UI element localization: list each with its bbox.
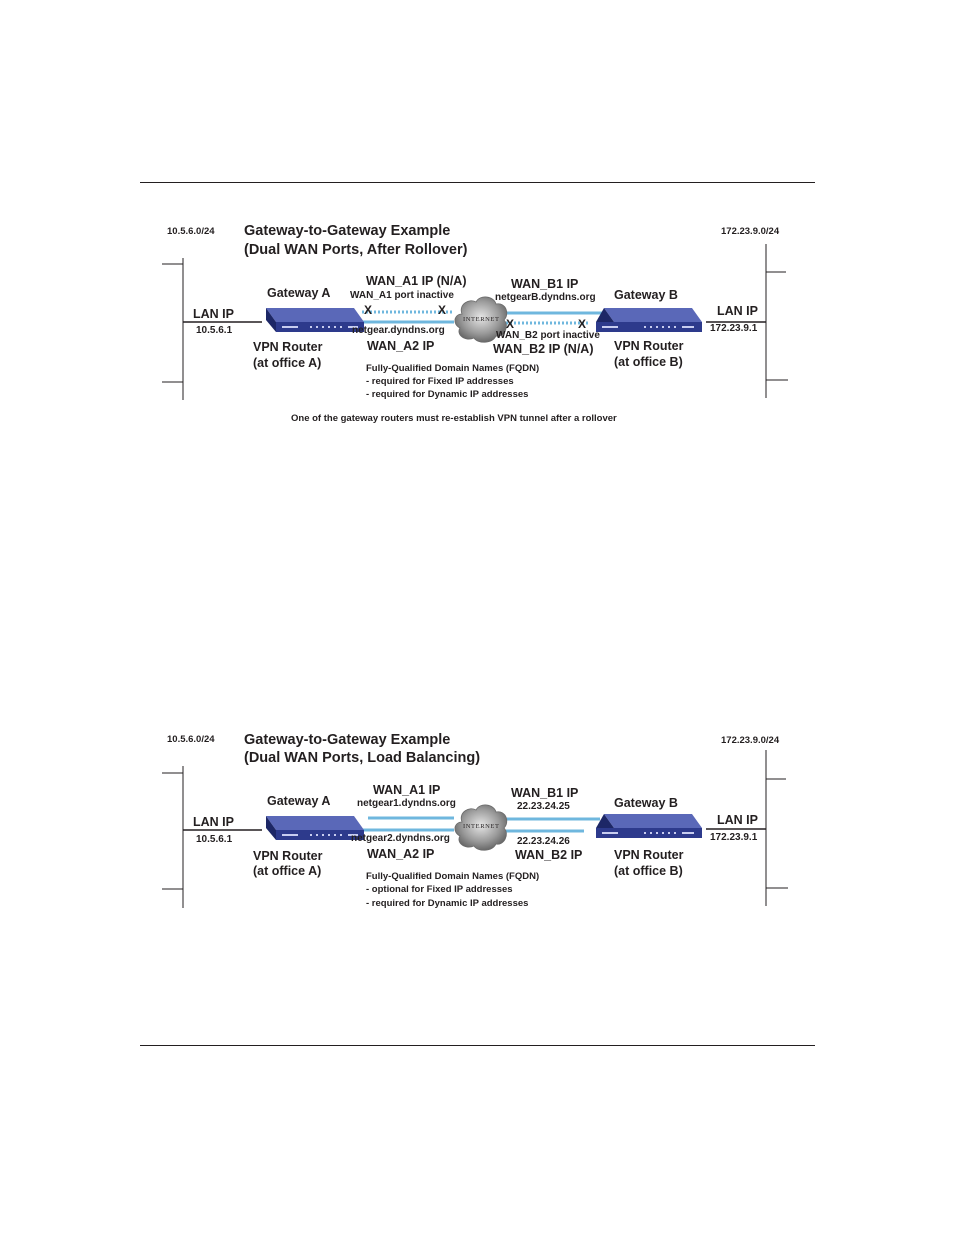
- gateway-a-name: Gateway A: [267, 286, 331, 300]
- fqdn-note-dynamic: - required for Dynamic IP addresses: [366, 389, 529, 400]
- gateway-b-router-icon: [594, 306, 704, 336]
- gateway-b-name: Gateway B: [614, 288, 678, 302]
- wan-b2-status: WAN_B2 port inactive: [496, 330, 600, 341]
- gateway-b-role: VPN Router: [614, 339, 684, 353]
- gateway-b-location: (at office B): [614, 355, 683, 369]
- gateway-a-role: VPN Router: [253, 340, 323, 354]
- gateway-b-lan-ip: 172.23.9.1: [710, 832, 758, 843]
- gateway-b-lan-ip: 172.23.9.1: [710, 323, 758, 334]
- gateway-a-lan-ip: 10.5.6.1: [196, 834, 233, 845]
- internet-label: INTERNET: [463, 316, 500, 323]
- wan-a1-label: WAN_A1 IP: [373, 783, 441, 797]
- gateway-a-role: VPN Router: [253, 849, 323, 863]
- fqdn-note-fixed: - optional for Fixed IP addresses: [366, 884, 513, 895]
- wan-a1-label: WAN_A1 IP (N/A): [366, 274, 467, 288]
- wan-a2-hostname: netgear.dyndns.org: [352, 325, 445, 336]
- fqdn-note-dynamic: - required for Dynamic IP addresses: [366, 898, 529, 909]
- gateway-a-router-icon: [258, 814, 366, 844]
- gateway-a-location: (at office A): [253, 356, 322, 370]
- wan-b1-label: WAN_B1 IP: [511, 277, 579, 291]
- wan-b2-address: 22.23.24.26: [517, 836, 570, 847]
- wan-b1-hostname: netgearB.dyndns.org: [495, 292, 596, 303]
- gateway-b-name: Gateway B: [614, 796, 678, 810]
- wan-b2-inactive-mark: X: [506, 317, 515, 331]
- wan-b2-label: WAN_B2 IP: [515, 848, 583, 862]
- wan-a1-inactive-mark: X: [364, 303, 373, 317]
- diagram-title: Gateway-to-Gateway Example: [244, 732, 451, 748]
- wan-a1-inactive-mark: X: [438, 303, 447, 317]
- subnet-b-label: 172.23.9.0/24: [721, 226, 780, 237]
- fqdn-heading: Fully-Qualified Domain Names (FQDN): [366, 871, 540, 882]
- diagram-rollover: [0, 220, 954, 460]
- gateway-b-lan-label: LAN IP: [717, 304, 758, 318]
- diagram-subtitle: (Dual WAN Ports, Load Balancing): [244, 750, 481, 766]
- subnet-b-label: 172.23.9.0/24: [721, 735, 780, 746]
- fqdn-note-fixed: - required for Fixed IP addresses: [366, 376, 514, 387]
- gateway-a-lan-label: LAN IP: [193, 307, 234, 321]
- gateway-b-location: (at office B): [614, 864, 683, 878]
- wan-b1-label: WAN_B1 IP: [511, 786, 579, 800]
- subnet-a-label: 10.5.6.0/24: [167, 734, 215, 745]
- diagram-subtitle: (Dual WAN Ports, After Rollover): [244, 242, 468, 258]
- wan-b2-label: WAN_B2 IP (N/A): [493, 342, 594, 356]
- wan-a2-hostname: netgear2.dyndns.org: [351, 833, 450, 844]
- wan-a2-label: WAN_A2 IP: [367, 847, 435, 861]
- gateway-a-lan-label: LAN IP: [193, 815, 234, 829]
- top-rule: [140, 182, 815, 183]
- wan-b2-inactive-mark: X: [578, 317, 587, 331]
- gateway-b-router-icon: [594, 812, 704, 842]
- gateway-a-router-icon: [258, 306, 366, 336]
- gateway-b-lan-label: LAN IP: [717, 813, 758, 827]
- fqdn-heading: Fully-Qualified Domain Names (FQDN): [366, 363, 540, 374]
- bottom-rule: [140, 1045, 815, 1046]
- diagram-title: Gateway-to-Gateway Example: [244, 223, 451, 239]
- gateway-b-role: VPN Router: [614, 848, 684, 862]
- gateway-a-lan-ip: 10.5.6.1: [196, 325, 233, 336]
- wan-a1-hostname: netgear1.dyndns.org: [357, 798, 456, 809]
- wan-b1-address: 22.23.24.25: [517, 801, 570, 812]
- gateway-a-name: Gateway A: [267, 794, 331, 808]
- rollover-footnote: One of the gateway routers must re-establish VPN tunnel after a rollover: [291, 413, 617, 424]
- internet-label: INTERNET: [463, 823, 500, 830]
- gateway-a-location: (at office A): [253, 864, 322, 878]
- wan-a1-status: WAN_A1 port inactive: [350, 290, 454, 301]
- subnet-a-label: 10.5.6.0/24: [167, 226, 215, 237]
- wan-a2-label: WAN_A2 IP: [367, 339, 435, 353]
- diagram-load-balancing: [0, 728, 954, 968]
